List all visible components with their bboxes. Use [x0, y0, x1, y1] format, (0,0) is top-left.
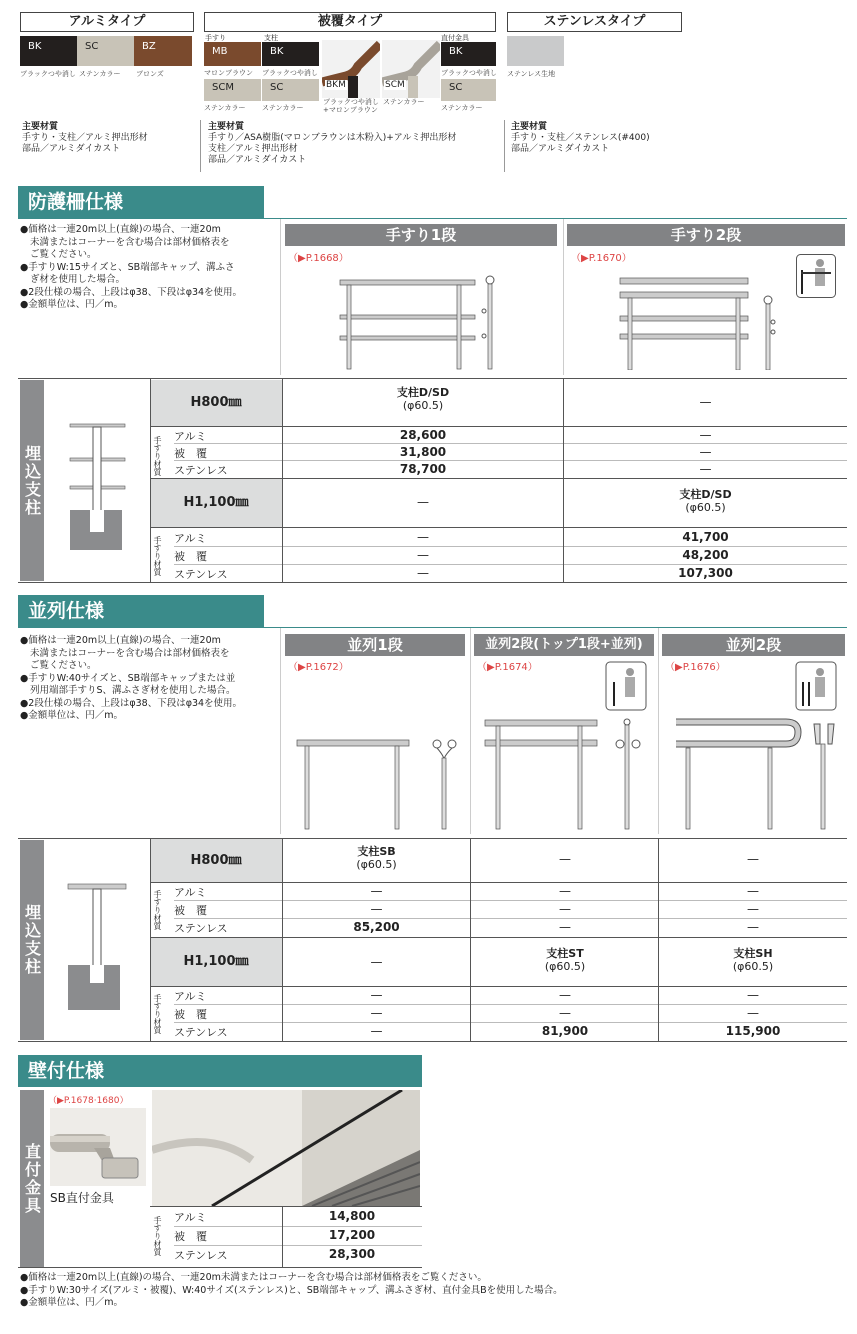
sb-fitting-image — [50, 1108, 146, 1186]
tezai-label-3: 手すり材質 — [153, 1216, 162, 1256]
panel-title-tesuri1: 手すり1段 — [285, 224, 557, 246]
h1100-label-2: H1,100㎜ — [150, 938, 282, 986]
p1678-link[interactable]: （▶P.1678·1680） — [48, 1096, 129, 1106]
hr2t-stainless-800: — — [559, 920, 571, 934]
mat-alumi: アルミ — [174, 430, 207, 443]
p1676-link[interactable]: （▶P.1676） — [665, 662, 726, 673]
mat-hifuku-b: 被 覆 — [174, 550, 207, 563]
price-heiretsu2-stainless: 115,900 — [725, 1024, 781, 1038]
price-wall-stainless: 28,300 — [328, 1247, 376, 1261]
alumi-materials: 主要材質 手すり・支柱／アルミ押出形材 部品／アルミダイカスト — [22, 122, 148, 154]
scm-code: SCM — [385, 80, 405, 90]
hr2-alumi-800: — — [747, 884, 759, 898]
swatch-bk-label: ブラックつや消し — [20, 70, 76, 78]
s3-notes: ●価格は一連20m以上(直線)の場合、一連20m未満またはコーナーを含む場合は部材価格表をご覧ください。 ●手すりW:30サイズ(アルミ・被覆)、W:40サイズ(ステンレス)と、SB端部キャップ、溝ふさぎ材、直付金具Bを使用した場合。 ●金額単位は、円／m。 — [20, 1272, 563, 1308]
panel-title-heiretsu2top: 並列2段(トップ1段+並列) — [474, 634, 654, 656]
mat-stainless: ステンレス — [174, 464, 228, 477]
mat-alumi-b: アルミ — [174, 532, 207, 545]
section-title-bougo: 防護柵仕様 — [18, 186, 264, 218]
mat3-alumi: アルミ — [174, 1211, 207, 1224]
swatch-sc-direct: SC — [441, 79, 496, 101]
post-dsd-1100: 支柱D/SD (φ60.5) — [679, 488, 732, 514]
band-embedded-post-1: 埋込支柱 — [20, 380, 44, 581]
p1670-link[interactable]: （▶P.1670） — [571, 253, 632, 264]
hr1-alumi-1100: — — [370, 988, 383, 1002]
panel-title-heiretsu2: 並列2段 — [662, 634, 845, 656]
swatch-sc-post: SC — [262, 79, 319, 101]
mat2-hifuku: 被 覆 — [174, 904, 207, 917]
swatch-bk-post-label: ブラックつや消し — [262, 69, 318, 77]
hr2-hifuku-800: — — [747, 902, 759, 916]
heiretsu2top-drawing — [480, 660, 655, 830]
bkm-label: ブラックつや消し — [323, 98, 379, 106]
h1100-label-1: H1,100㎜ — [150, 479, 282, 527]
p1674-link[interactable]: （▶P.1674） — [477, 662, 538, 673]
post-dsd-800: 支柱D/SD (φ60.5) — [396, 386, 450, 412]
swatch-bk-direct-label: ブラックつや消し — [441, 69, 497, 77]
price-tesuri2-alumi: 41,700 — [682, 530, 729, 544]
p1672-link[interactable]: （▶P.1672） — [288, 662, 349, 673]
s2-notes: ●価格は一連20m以上(直線)の場合、一連20m 未満またはコーナーを含む場合は部材価格表を ご覧ください。 ●手すりW:40サイズと、SB端部キャップまたは並 列用端部手すりS、溝ふさぎ材を使用した場合。 ●2段仕様の場合、上段はφ38、下段はφ34を使用。 ●金額単位は、円／m。 — [20, 635, 243, 721]
price-heiretsu1-stainless: 85,200 — [353, 920, 400, 934]
swatch-bk: BK — [20, 36, 77, 66]
embedded-post-drawing-1 — [60, 410, 130, 550]
swatch-bk-direct: BK — [441, 42, 496, 66]
bkm-label2: +マロンブラウン — [323, 106, 378, 114]
price-tesuri1-hifuku: 31,800 — [399, 445, 447, 459]
swatch-sc: SC — [77, 36, 134, 66]
stainless-materials: 主要材質 手すり・支柱／ステンレス(#400) 部品／アルミダイカスト — [511, 122, 650, 154]
swatch-mb-label: マロンブラウン — [204, 69, 253, 77]
price-tesuri2-stainless: 107,300 — [678, 566, 733, 580]
hifuku-materials: 主要材質 手すり／ASA樹脂(マロンブラウンは木粉入)+アルミ押出形材 支柱／アルミ押出形材 部品／アルミダイカスト — [208, 122, 457, 165]
hr2t-hifuku-1100: — — [559, 1006, 571, 1020]
post-label: 支柱 — [264, 34, 278, 42]
direct-fitting-label: 直付金具 — [441, 34, 469, 42]
hr1-alumi: — — [370, 884, 383, 898]
swatch-sc-post-label: ステンカラー — [262, 104, 304, 112]
hr1-stainless-1100: — — [370, 1024, 383, 1038]
swatch-mb: MB — [204, 42, 261, 66]
hr2-stainless-800: — — [747, 920, 759, 934]
tesuri2-h800-post: — — [699, 395, 712, 409]
h800-label-2: H800㎜ — [150, 839, 282, 882]
mat2-alumi: アルミ — [174, 886, 207, 899]
panel-title-tesuri2: 手すり2段 — [567, 224, 845, 246]
tesuri2-drawing — [610, 270, 790, 370]
mat-hifuku: 被 覆 — [174, 447, 207, 460]
s1-notes: ●価格は一連20m以上(直線)の場合、一連20m 未満またはコーナーを含む場合は部材価格表を ご覧ください。 ●手すりW:15サイズと、SB端部キャップ、溝ふさ ぎ材を使用した場合。 ●2段仕様の場合、上段はφ38、下段はφ34を使用。 ●金額単位は、円／m。 — [20, 224, 243, 310]
tezai-label-1a: 手すり材質 — [153, 436, 162, 476]
hr2t-alumi-800: — — [559, 884, 571, 898]
post-sb: 支柱SB (φ60.5) — [356, 845, 397, 871]
h800-heiretsu2-post: — — [747, 852, 759, 866]
swatch-bz-label: ブロンズ — [136, 70, 164, 78]
tezai-label-2a: 手すり材質 — [153, 890, 162, 930]
handrail-label: 手すり — [205, 34, 226, 42]
alumi-type-title: アルミタイプ — [20, 12, 194, 32]
p1668-link[interactable]: （▶P.1668） — [288, 253, 349, 264]
price-wall-hifuku: 17,200 — [328, 1228, 376, 1242]
mat2-stainless-b: ステンレス — [174, 1026, 228, 1039]
hr2-alumi-1100: — — [747, 988, 759, 1002]
scm-pipe-label: ステンカラー — [383, 98, 425, 106]
swatch-scm: SCM — [204, 79, 261, 101]
tesuri2-h800-stainless: — — [699, 462, 712, 476]
h800-label-1: H800㎜ — [150, 380, 282, 426]
hifuku-type-title: 被覆タイプ — [204, 12, 496, 32]
hr2t-alumi-1100: — — [559, 988, 571, 1002]
section-title-kabetsuke: 壁付仕様 — [18, 1055, 422, 1087]
swatch-bk-post: BK — [262, 42, 319, 66]
band-direct-fitting: 直付金具 — [20, 1090, 44, 1267]
tesuri2-h800-hifuku: — — [699, 445, 712, 459]
post-st: 支柱ST (φ60.5) — [544, 947, 586, 973]
price-heiretsu2top-stainless: 81,900 — [541, 1024, 589, 1038]
hr2t-hifuku-800: — — [559, 902, 571, 916]
mat2-hifuku-b: 被 覆 — [174, 1008, 207, 1021]
hr2-hifuku-1100: — — [747, 1006, 759, 1020]
mat3-stainless: ステンレス — [174, 1249, 228, 1262]
wall-handrail-photo — [152, 1090, 420, 1206]
swatch-bz: BZ — [134, 36, 192, 66]
tesuri1-h1100-alumi: — — [417, 530, 429, 544]
stainless-type-title: ステンレスタイプ — [507, 12, 682, 32]
embedded-post-drawing-2 — [60, 870, 130, 1010]
tesuri2-h800-alumi: — — [699, 428, 712, 442]
mat2-stainless: ステンレス — [174, 922, 228, 935]
tesuri1-h1100-post: — — [417, 495, 429, 509]
h800-heiretsu2top-post: — — [559, 852, 571, 866]
heiretsu2-drawing — [668, 660, 846, 830]
tesuri1-drawing — [335, 270, 500, 370]
price-tesuri1-stainless: 78,700 — [399, 462, 447, 476]
band-embedded-post-2: 埋込支柱 — [20, 840, 44, 1040]
bkm-code: BKM — [326, 80, 346, 90]
mat2-alumi-b: アルミ — [174, 990, 207, 1003]
panel-title-heiretsu1: 並列1段 — [285, 634, 465, 656]
price-tesuri1-alumi: 28,600 — [399, 428, 447, 442]
h1100-heiretsu1-post: — — [370, 955, 383, 969]
tezai-label-1b: 手すり材質 — [153, 536, 162, 576]
double-rail-person-icon — [796, 254, 836, 298]
hr1-hifuku: — — [370, 902, 383, 916]
post-sh: 支柱SH (φ60.5) — [732, 947, 774, 973]
section-title-heiretsu: 並列仕様 — [18, 595, 264, 627]
tesuri1-h1100-stainless: — — [417, 566, 429, 580]
tezai-label-2b: 手すり材質 — [153, 994, 162, 1034]
swatch-stainless — [507, 36, 564, 66]
sb-fitting-caption: SB直付金具 — [50, 1191, 114, 1205]
swatch-sc-label: ステンカラー — [79, 70, 121, 78]
swatch-scm-label: ステンカラー — [204, 104, 246, 112]
tesuri1-h1100-hifuku: — — [417, 548, 429, 562]
heiretsu1-drawing — [292, 730, 467, 830]
price-tesuri2-hifuku: 48,200 — [682, 548, 729, 562]
price-wall-alumi: 14,800 — [328, 1209, 376, 1223]
hr1-hifuku-1100: — — [370, 1006, 383, 1020]
swatch-sc-direct-label: ステンカラー — [441, 104, 483, 112]
mat-stainless-b: ステンレス — [174, 568, 228, 581]
swatch-stainless-label: ステンレス生地 — [507, 70, 556, 78]
mat3-hifuku: 被 覆 — [174, 1230, 207, 1243]
